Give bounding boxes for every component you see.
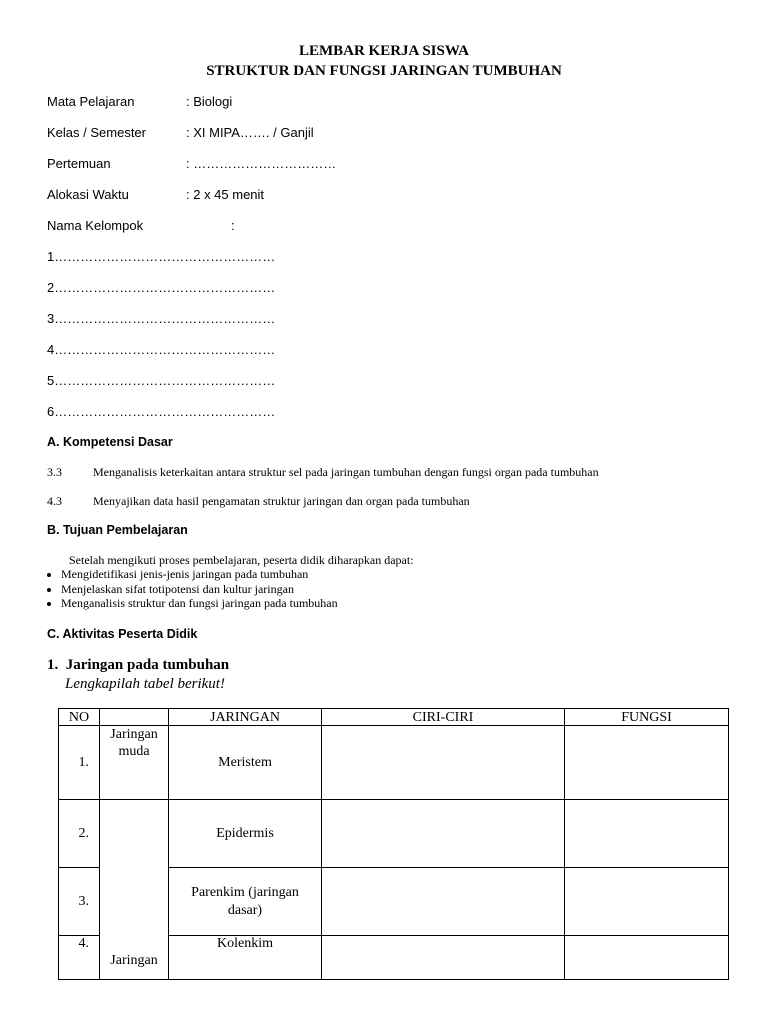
- group-cell: [100, 726, 169, 800]
- table-row: [59, 800, 729, 868]
- tissue-name: Kolenkim: [169, 936, 322, 980]
- section-c-heading: C. Aktivitas Peserta Didik: [47, 627, 198, 641]
- group-cell: [100, 800, 169, 980]
- meeting-value: : ……………………………: [186, 156, 337, 171]
- member-line: 4……………………………………………: [47, 342, 276, 357]
- goals-intro: Setelah mengikuti proses pembelajaran, peserta didik diharapkan dapat:: [69, 553, 414, 567]
- list-item: • Mengidetifikasi jenis-jenis jaringan pada tumbuhan: [61, 567, 727, 582]
- class-value: : XI MIPA……. / Ganjil: [186, 125, 314, 140]
- member-line: 2……………………………………………: [47, 280, 276, 295]
- subject-label: Mata Pelajaran: [47, 94, 135, 109]
- group-name-label: Nama Kelompok: [47, 218, 144, 233]
- section-a-heading: A. Kompetensi Dasar: [47, 435, 173, 449]
- subject-value: : Biologi: [186, 94, 233, 109]
- group-label: Jaringan muda: [110, 727, 158, 759]
- kd-code: 4.3: [47, 494, 62, 508]
- table-header-row: [59, 709, 729, 726]
- ciri-input-cell[interactable]: [322, 936, 565, 980]
- member-line: 1……………………………………………: [47, 249, 276, 264]
- member-line: 3……………………………………………: [47, 311, 276, 326]
- tissue-name: Epidermis: [169, 800, 322, 868]
- kd-code: 3.3: [47, 465, 62, 479]
- kd-text: Menganalisis keterkaitan antara struktur sel pada jaringan tumbuhan dengan fungsi organ pada tumbuhan: [93, 465, 599, 479]
- list-item: • Menganalisis struktur dan fungsi jaringan pada tumbuhan: [61, 596, 727, 611]
- class-label: Kelas / Semester: [47, 125, 146, 140]
- group-label: Jaringan: [110, 953, 158, 968]
- kd-text: Menyajikan data hasil pengamatan struktur jaringan dan organ pada tumbuhan: [93, 494, 470, 508]
- time-allocation-label: Alokasi Waktu: [47, 187, 129, 202]
- worksheet-title: LEMBAR KERJA SISWA: [298, 43, 470, 59]
- activity-instruction: Lengkapilah tabel berikut!: [65, 676, 225, 692]
- activity-title: 1. Jaringan pada tumbuhan: [47, 657, 230, 673]
- tissue-table: [58, 708, 729, 980]
- member-line: 6……………………………………………: [47, 404, 276, 419]
- row-no: 3.: [59, 868, 100, 936]
- meeting-label: Pertemuan: [47, 156, 111, 171]
- fungsi-input-cell[interactable]: [565, 868, 729, 936]
- ciri-input-cell[interactable]: [322, 726, 565, 800]
- tissue-name: Parenkim (jaringan dasar): [169, 868, 322, 936]
- header-jaringan: JARINGAN: [169, 709, 322, 726]
- fungsi-input-cell[interactable]: [565, 800, 729, 868]
- goals-list: [47, 567, 727, 611]
- header-ciri: CIRI-CIRI: [322, 709, 565, 726]
- row-no: 4.: [59, 936, 100, 980]
- header-group: [100, 709, 169, 726]
- table-row: [59, 726, 729, 800]
- header-fungsi: FUNGSI: [565, 709, 729, 726]
- header-no: NO: [59, 709, 100, 726]
- fungsi-input-cell[interactable]: [565, 936, 729, 980]
- ciri-input-cell[interactable]: [322, 868, 565, 936]
- time-allocation-value: : 2 x 45 menit: [186, 187, 265, 202]
- ciri-input-cell[interactable]: [322, 800, 565, 868]
- section-b-heading: B. Tujuan Pembelajaran: [47, 523, 188, 537]
- fungsi-input-cell[interactable]: [565, 726, 729, 800]
- row-no: 1.: [59, 726, 100, 800]
- tissue-name: Meristem: [169, 726, 322, 800]
- list-item: • Menjelaskan sifat totipotensi dan kultur jaringan: [61, 582, 727, 597]
- member-line: 5……………………………………………: [47, 373, 276, 388]
- group-name-value: :: [231, 218, 235, 233]
- row-no: 2.: [59, 800, 100, 868]
- worksheet-subtitle: STRUKTUR DAN FUNGSI JARINGAN TUMBUHAN: [206, 63, 562, 79]
